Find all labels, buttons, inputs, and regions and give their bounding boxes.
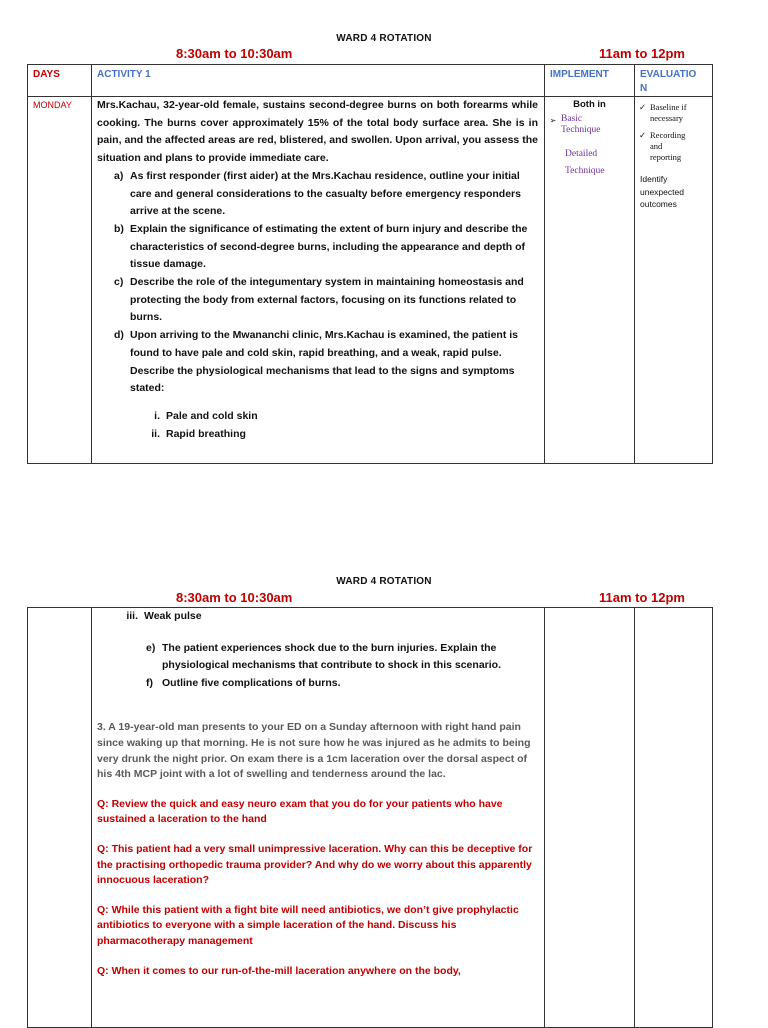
day-cell-empty <box>28 608 92 1028</box>
arrow-bullet-icon: ➢ <box>549 116 557 125</box>
eval-item: ✓ Recording and reporting <box>635 130 712 163</box>
case-intro: Mrs.Kachau, 32-year-old female, sustains second-degree burns on both forearms while cooking. The burns cover approximately 15% of the total body surface area. She is in pain, and the affected areas are red, blistered, and swollen. Upon arrival, you assess the situation and plans to provide immediate care. <box>97 99 538 165</box>
time-slot-morning: 8:30am to 10:30am <box>176 46 293 61</box>
activity-cell <box>92 97 545 464</box>
time-slot-midday: 11am to 12pm <box>599 590 685 605</box>
page-title: WARD 4 ROTATION <box>336 576 432 587</box>
case-question: Q: This patient had a very small unimpressive laceration. Why can this be deceptive for the practising orthopedic trauma provider? And why do we worry about this apparently innocuous laceration? <box>97 842 533 887</box>
sign-item: i. Pale and cold skin <box>154 409 258 422</box>
rotation-table-continued <box>27 607 713 1028</box>
evaluation-cell-empty <box>635 608 713 1028</box>
time-slot-midday: 11am to 12pm <box>599 46 685 61</box>
implement-cell <box>545 97 635 464</box>
question-f: f) Outline five complications of burns. <box>146 676 341 689</box>
check-icon: ✓ <box>638 102 647 112</box>
header-implement: IMPLEMENT <box>545 65 635 97</box>
activity-cell <box>92 608 545 1028</box>
day-label: MONDAY <box>28 97 92 464</box>
sign-item: iii. Weak pulse <box>126 610 202 622</box>
case-question: Q: While this patient with a fight bite will need antibiotics, we don’t give prophylactic antibiotics to everyone with a simple laceration of the hand. Discuss his pharmacotherapy management <box>97 903 519 947</box>
page-title: WARD 4 ROTATION <box>336 33 432 44</box>
sign-item: ii. Rapid breathing <box>151 427 246 440</box>
header-days: DAYS <box>28 65 92 97</box>
question-e: e) The patient experiences shock due to the burn injuries. Explain the physiological mechanisms that contribute to shock in this scenario. <box>146 641 501 672</box>
eval-identify: Identify unexpected outcomes <box>640 174 684 209</box>
rotation-table <box>27 64 713 464</box>
implement-detailed: Detailed Technique <box>565 149 605 176</box>
header-activity: ACTIVITY 1 <box>92 65 545 97</box>
eval-item: ✓ Baseline if necessary <box>635 102 712 124</box>
case-3-description: 3. A 19-year-old man presents to your ED on a Sunday afternoon with right hand pain since waking up that morning. He is not sure how he was injured as he admits to being very drunk the night prior. On exam there is a 1cm laceration over the dorsal aspect of his 4th MCP joint with a lot of swelling and tenderness around the lac. <box>97 721 531 781</box>
question-a: a) As first responder (first aider) at the Mrs.Kachau residence, outline your initial care and general considerations to the casualty before emergency responders arrive at the scene. <box>114 169 521 218</box>
case-question: Q: Review the quick and easy neuro exam that you do for your patients who have sustained a laceration to the hand <box>97 797 503 826</box>
implement-basic: ➢ Basic Technique <box>545 114 634 136</box>
check-icon: ✓ <box>638 130 647 140</box>
evaluation-cell <box>635 97 713 464</box>
question-b: b) Explain the significance of estimating the extent of burn injury and describe the characteristics of second-degree burns, including the appearance and depth of tissue damage. <box>114 222 528 271</box>
question-d: d) Upon arriving to the Mwananchi clinic, Mrs.Kachau is examined, the patient is found to have pale and cold skin, rapid breathing, and a weak, rapid pulse. Describe the physiological mechanisms that lead to the signs and symptoms stated: <box>114 329 518 395</box>
implement-cell-empty <box>545 608 635 1028</box>
question-c: c) Describe the role of the integumentary system in maintaining homeostasis and protecting the body from external factors, focusing on its functions related to burns. <box>114 276 524 324</box>
implement-both-in: Both in <box>573 99 606 110</box>
header-evaluation: EVALUATIO N <box>635 65 713 97</box>
case-question: Q: When it comes to our run-of-the-mill laceration anywhere on the body, <box>97 964 461 977</box>
time-slot-morning: 8:30am to 10:30am <box>176 590 293 605</box>
